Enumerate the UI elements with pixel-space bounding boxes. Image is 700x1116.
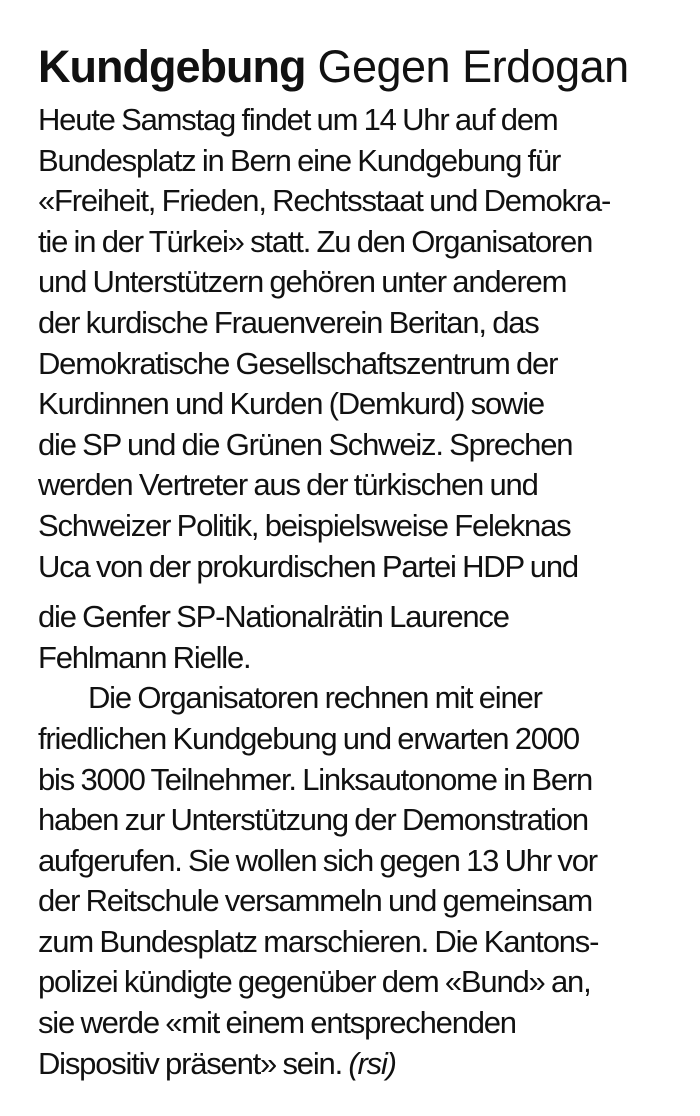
article-body xyxy=(38,100,688,1084)
text-line: Demokratische Gesellschaftszentrum der xyxy=(38,345,558,381)
text-line: Bundesplatz in Bern eine Kundgebung für xyxy=(38,142,561,178)
text-line: Die Organisatoren rechnen mit einer xyxy=(88,680,542,716)
last-line-text: Dispositiv präsent» sein. xyxy=(38,1045,342,1081)
headline-kicker: Kundgebung xyxy=(38,41,306,92)
text-line: Fehlmann Rielle. xyxy=(38,639,251,675)
text-line: der Reitschule versammeln und gemeinsam xyxy=(38,883,592,919)
text-line: tie in der Türkei» statt. Zu den Organisatoren xyxy=(38,223,593,259)
paragraph-2 xyxy=(38,678,688,1084)
text-line: friedlichen Kundgebung und erwarten 2000 xyxy=(38,720,579,756)
text-line-last xyxy=(38,1044,688,1085)
headline-title: Gegen Erdogan xyxy=(317,41,629,92)
text-line: zum Bundesplatz marschieren. Die Kantons- xyxy=(38,923,599,959)
text-line: Heute Samstag findet um 14 Uhr auf dem xyxy=(38,102,558,137)
text-line: polizei kündigte gegenüber dem «Bund» an, xyxy=(38,964,591,1000)
text-line: aufgerufen. Sie wollen sich gegen 13 Uhr vor xyxy=(38,842,597,878)
text-line: Kurdinnen und Kurden (Demkurd) sowie xyxy=(38,386,544,422)
text-line: und Unterstützern gehören unter anderem xyxy=(38,264,567,300)
news-article xyxy=(38,38,688,1084)
text-line: die SP und die Grünen Schweiz. Sprechen xyxy=(38,426,573,462)
text-line: Schweizer Politik, beispielsweise Feleknas xyxy=(38,507,571,543)
text-line: haben zur Unterstützung der Demonstration xyxy=(38,802,588,838)
text-line: Uca von der prokurdischen Partei HDP und xyxy=(38,548,578,584)
paragraph-1 xyxy=(38,100,688,678)
text-line: bis 3000 Teilnehmer. Linksautonome in Bern xyxy=(38,761,593,797)
headline xyxy=(38,38,688,96)
text-line: «Freiheit, Frieden, Rechtsstaat und Demokra- xyxy=(38,183,611,219)
text-line: die Genfer SP-Nationalrätin Laurence xyxy=(38,599,509,635)
author-credit: (rsi) xyxy=(348,1045,396,1081)
text-line: werden Vertreter aus der türkischen und xyxy=(38,467,538,503)
text-line: der kurdische Frauenverein Beritan, das xyxy=(38,304,539,340)
text-line: sie werde «mit einem entsprechenden xyxy=(38,1005,516,1041)
